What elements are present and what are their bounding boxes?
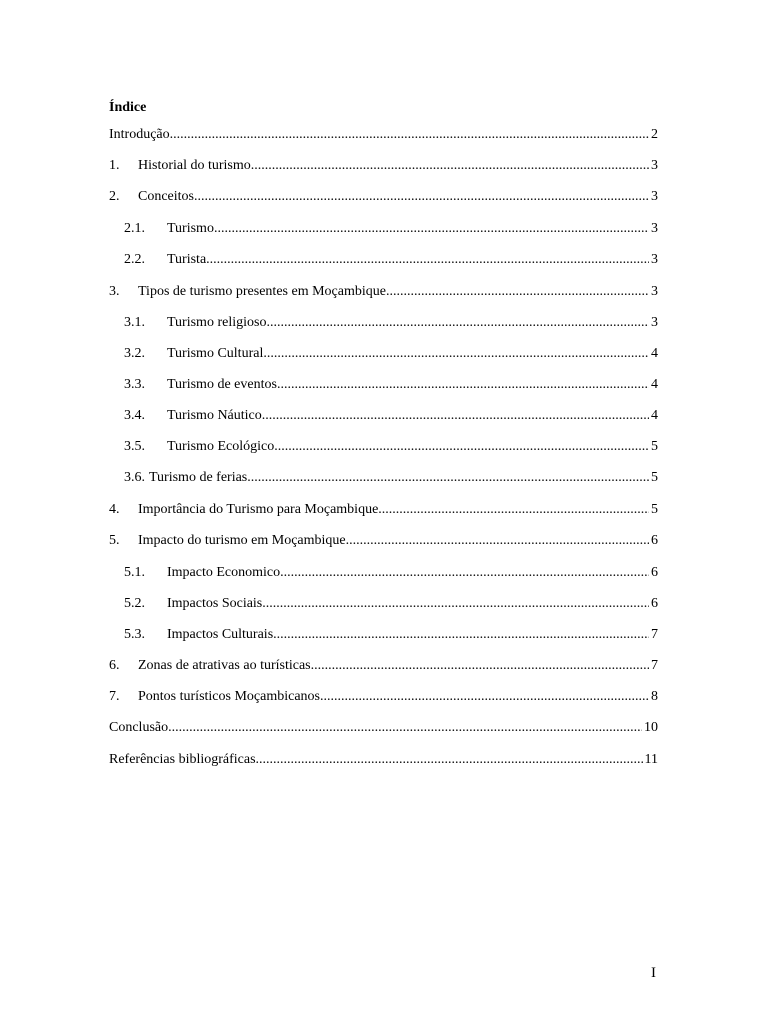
toc-entry-number: 7. <box>109 689 120 704</box>
toc-entry-page: 3 <box>651 158 658 173</box>
toc-entry-page: 8 <box>651 689 658 704</box>
toc-dot-leader <box>170 126 649 144</box>
toc-dot-leader <box>256 751 643 769</box>
toc-entry-3-4[interactable] <box>124 407 658 425</box>
toc-entry-page: 3 <box>651 221 658 236</box>
toc-entry-3-1[interactable] <box>124 314 658 332</box>
toc-entry-6[interactable] <box>109 657 658 675</box>
toc-entry-page: 6 <box>651 596 658 611</box>
toc-entry-3-3[interactable] <box>124 376 658 394</box>
toc-entry-page: 10 <box>644 720 658 735</box>
toc-entry-label: Conceitos <box>138 189 194 204</box>
toc-entry-label: Conclusão <box>109 720 169 735</box>
toc-entry-number: 2.1. <box>124 221 145 236</box>
toc-entry-page: 5 <box>651 470 658 485</box>
toc-entry-number: 6. <box>109 658 120 673</box>
toc-entry-conclusao[interactable] <box>109 719 658 737</box>
toc-entry-number: 3.4. <box>124 408 145 423</box>
toc-entry-page: 3 <box>651 189 658 204</box>
toc-dot-leader <box>262 595 649 613</box>
toc-entry-number: 5.3. <box>124 627 145 642</box>
toc-entry-7[interactable] <box>109 688 658 706</box>
toc-entry-5[interactable] <box>109 532 658 550</box>
toc-entry-2-1[interactable] <box>124 220 658 238</box>
toc-dot-leader <box>311 657 649 675</box>
toc-entry-page: 5 <box>651 439 658 454</box>
toc-entry-page: 3 <box>651 315 658 330</box>
toc-dot-leader <box>168 719 642 737</box>
toc-dot-leader <box>280 564 649 582</box>
toc-entry-label: Impactos Sociais <box>167 596 263 611</box>
toc-entry-page: 6 <box>651 565 658 580</box>
toc-dot-leader <box>274 438 649 456</box>
toc-dot-leader <box>251 157 649 175</box>
toc-entry-label: Pontos turísticos Moçambicanos <box>138 689 320 704</box>
toc-entry-number: 4. <box>109 502 120 517</box>
toc-dot-leader <box>386 283 649 301</box>
toc-entry-number: 3.2. <box>124 346 145 361</box>
toc-entry-page: 3 <box>651 252 658 267</box>
toc-dot-leader <box>277 376 649 394</box>
toc-entry-page: 11 <box>644 752 658 767</box>
toc-entry-number: 3.5. <box>124 439 145 454</box>
toc-entry-label: Turista <box>167 252 207 267</box>
toc-entry-label: Zonas de atrativas ao turísticas <box>138 658 311 673</box>
page-number: I <box>651 965 656 981</box>
toc-dot-leader <box>346 532 649 550</box>
toc-entry-5-1[interactable] <box>124 564 658 582</box>
toc-dot-leader <box>320 688 649 706</box>
toc-entry-label: Historial do turismo <box>138 158 251 173</box>
toc-entry-5-3[interactable] <box>124 626 658 644</box>
toc-entry-3-2[interactable] <box>124 345 658 363</box>
toc-dot-leader <box>266 314 649 332</box>
toc-entry-label: Turismo de eventos <box>167 377 277 392</box>
toc-dot-leader <box>247 469 649 487</box>
toc-title: Índice <box>109 100 147 115</box>
toc-entry-label: Impactos Culturais <box>167 627 274 642</box>
toc-entry-page: 5 <box>651 502 658 517</box>
toc-entry-page: 6 <box>651 533 658 548</box>
toc-entry-page: 4 <box>651 377 658 392</box>
toc-entry-label: Introdução <box>109 127 170 142</box>
toc-entry-label: Impacto Economico <box>167 565 281 580</box>
toc-entry-page: 2 <box>651 127 658 142</box>
toc-entry-referencias[interactable] <box>109 751 658 769</box>
toc-entry-number: 1. <box>109 158 120 173</box>
toc-entry-label: Turismo Cultural <box>167 346 264 361</box>
toc-entry-label: Turismo Ecológico <box>167 439 275 454</box>
toc-entry-label: Turismo Náutico <box>167 408 262 423</box>
toc-entry-number: 5.1. <box>124 565 145 580</box>
toc-entry-number: 2. <box>109 189 120 204</box>
toc-entry-label: Turismo <box>167 221 214 236</box>
toc-entry-page: 4 <box>651 346 658 361</box>
toc-entry-number: 3.6. <box>124 470 145 485</box>
toc-entry-4[interactable] <box>109 501 658 519</box>
toc-entry-label: Importância do Turismo para Moçambique <box>138 502 379 517</box>
toc-entry-label: Referências bibliográficas <box>109 752 256 767</box>
toc-entry-introducao[interactable] <box>109 126 658 144</box>
toc-entry-5-2[interactable] <box>124 595 658 613</box>
toc-dot-leader <box>378 501 649 519</box>
toc-entry-page: 7 <box>651 658 658 673</box>
toc-entry-page: 7 <box>651 627 658 642</box>
toc-entry-number: 5.2. <box>124 596 145 611</box>
toc-dot-leader <box>273 626 649 644</box>
toc-entry-number: 3.3. <box>124 377 145 392</box>
toc-entry-1[interactable] <box>109 157 658 175</box>
toc-dot-leader <box>262 407 649 425</box>
toc-entry-page: 3 <box>651 284 658 299</box>
toc-entry-label: Tipos de turismo presentes em Moçambique <box>138 284 386 299</box>
toc-entry-2-2[interactable] <box>124 251 658 269</box>
toc-entry-3-5[interactable] <box>124 438 658 456</box>
toc-entry-label: Impacto do turismo em Moçambique <box>138 533 346 548</box>
toc-entry-number: 3.1. <box>124 315 145 330</box>
toc-entry-label: Turismo religioso <box>167 315 267 330</box>
toc-dot-leader <box>206 251 649 269</box>
toc-dot-leader <box>194 188 649 206</box>
toc-entry-2[interactable] <box>109 188 658 206</box>
toc-entry-number: 2.2. <box>124 252 145 267</box>
toc-dot-leader <box>214 220 649 238</box>
toc-entry-3-6[interactable] <box>124 469 658 487</box>
toc-entry-3[interactable] <box>109 283 658 301</box>
toc-entry-page: 4 <box>651 408 658 423</box>
toc-entry-number: 3. <box>109 284 120 299</box>
toc-entry-label: Turismo de ferias <box>149 470 248 485</box>
toc-entry-number: 5. <box>109 533 120 548</box>
toc-dot-leader <box>263 345 649 363</box>
